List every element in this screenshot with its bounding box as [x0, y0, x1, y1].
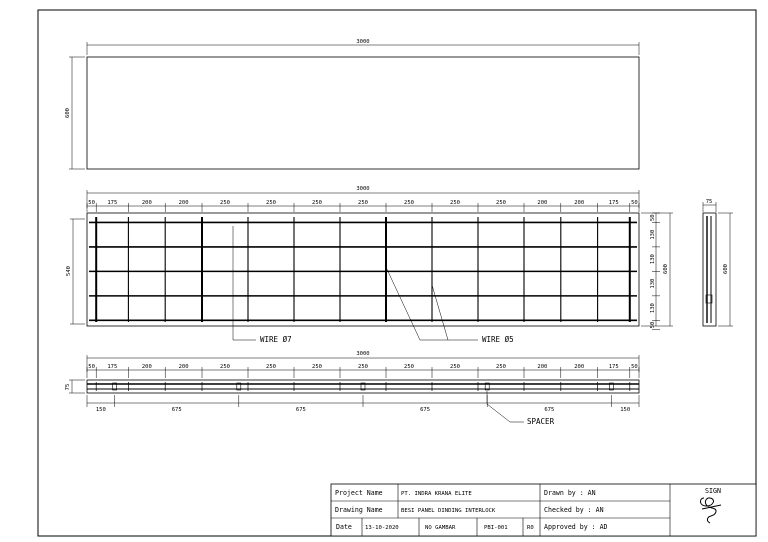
front-spacing-label-8: 250	[404, 200, 414, 206]
bottom-spacing-label-3: 200	[178, 364, 189, 370]
revision-value: R0	[527, 525, 534, 531]
right-dim-label-0: 50	[650, 214, 656, 222]
front-spacing-label-10: 250	[496, 200, 506, 206]
spacer-leader	[487, 391, 524, 422]
no-gambar-label: NO GAMBAR	[425, 525, 456, 531]
front-spacing-label-2: 200	[141, 200, 152, 206]
bottom-view-spacing-dims	[87, 364, 639, 378]
front-spacing-label-11: 200	[537, 200, 548, 206]
wire-05-label: WIRE Ø5	[482, 335, 514, 344]
front-view-height-label: 540	[66, 266, 72, 276]
spacer-spacing-label-3: 675	[420, 407, 431, 413]
spacer-spacing-label-2: 675	[295, 407, 306, 413]
spacer-spacing-label-1: 675	[171, 407, 182, 413]
approved-by: Approved by : AD	[544, 523, 608, 531]
front-spacing-label-4: 250	[220, 200, 230, 206]
front-view-right-total-label: 600	[663, 264, 669, 274]
bottom-spacing-label-5: 250	[266, 364, 276, 370]
front-spacing-label-9: 250	[450, 200, 460, 206]
bottom-spacing-label-0: 50	[88, 364, 95, 370]
spacer-spacing-dims	[87, 395, 639, 413]
spacer-spacing-label-5: 150	[620, 407, 631, 413]
mesh-grid	[89, 217, 637, 322]
front-spacing-label-13: 175	[608, 200, 619, 206]
spacer-spacing-label-0: 150	[95, 407, 106, 413]
side-view-width-label: 75	[705, 199, 713, 205]
front-view-outline	[87, 213, 639, 326]
drawing-name-value: BESI PANEL DINDING INTERLOCK	[401, 508, 496, 514]
front-spacing-label-7: 250	[358, 200, 368, 206]
bottom-spacing-label-11: 200	[537, 364, 548, 370]
bottom-spacing-label-14: 50	[631, 364, 638, 370]
front-spacing-label-1: 175	[107, 200, 118, 206]
right-dim-label-4: 130	[650, 303, 656, 314]
bottom-spacing-label-8: 250	[404, 364, 414, 370]
right-dim-label-3: 130	[650, 278, 656, 289]
project-name-value: PT. INDRA KRANA ELITE	[401, 491, 472, 497]
bottom-spacing-label-2: 200	[141, 364, 152, 370]
top-view-height-label: 600	[65, 108, 71, 118]
title-block	[331, 484, 756, 536]
date-value: 13-10-2020	[365, 525, 399, 531]
drawing-name-label: Drawing Name	[335, 506, 383, 514]
right-dim-label-1: 130	[650, 229, 656, 240]
top-view-outline	[87, 57, 639, 169]
date-label: Date	[336, 523, 352, 531]
right-dim-label-5: 50	[650, 321, 656, 329]
bottom-spacing-label-7: 250	[358, 364, 368, 370]
front-spacing-label-5: 250	[266, 200, 276, 206]
front-spacing-label-0: 50	[88, 200, 95, 206]
wire-07-leader	[233, 226, 256, 340]
front-view-right-dims	[650, 213, 660, 330]
bottom-spacing-label-4: 250	[220, 364, 230, 370]
wire-07-label: WIRE Ø7	[260, 335, 292, 344]
front-view-length-label: 3000	[356, 186, 370, 192]
bottom-spacing-label-6: 250	[312, 364, 322, 370]
sheet-border	[38, 10, 756, 536]
sign-label: SIGN	[705, 487, 721, 495]
spacer-label: SPACER	[527, 417, 555, 426]
no-gambar-value: PBI-001	[484, 525, 508, 531]
checked-by: Checked by : AN	[544, 506, 604, 514]
bottom-view-length-label: 3000	[356, 351, 370, 357]
bottom-spacing-label-13: 175	[608, 364, 619, 370]
side-view-height-label: 600	[723, 264, 729, 274]
bottom-spacing-label-10: 250	[496, 364, 506, 370]
bottom-view	[65, 351, 639, 426]
drawn-by: Drawn by : AN	[544, 489, 596, 497]
spacer-spacing-label-4: 675	[544, 407, 555, 413]
front-spacing-label-12: 200	[574, 200, 585, 206]
bottom-spacing-label-12: 200	[574, 364, 585, 370]
top-view	[65, 39, 639, 169]
front-spacing-label-14: 50	[631, 200, 638, 206]
bottom-view-outline	[87, 380, 639, 393]
bottom-spacing-label-9: 250	[450, 364, 460, 370]
bottom-spacing-label-1: 175	[107, 364, 118, 370]
side-view-outline	[703, 213, 716, 326]
top-view-length-label: 3000	[356, 39, 370, 45]
bottom-view-height-label: 75	[65, 383, 71, 391]
right-dim-label-2: 130	[650, 254, 656, 265]
project-name-label: Project Name	[335, 489, 383, 497]
front-view	[66, 186, 673, 344]
side-view	[703, 199, 733, 326]
wire-05-leader-2	[432, 285, 448, 340]
front-spacing-label-3: 200	[178, 200, 189, 206]
front-spacing-label-6: 250	[312, 200, 322, 206]
